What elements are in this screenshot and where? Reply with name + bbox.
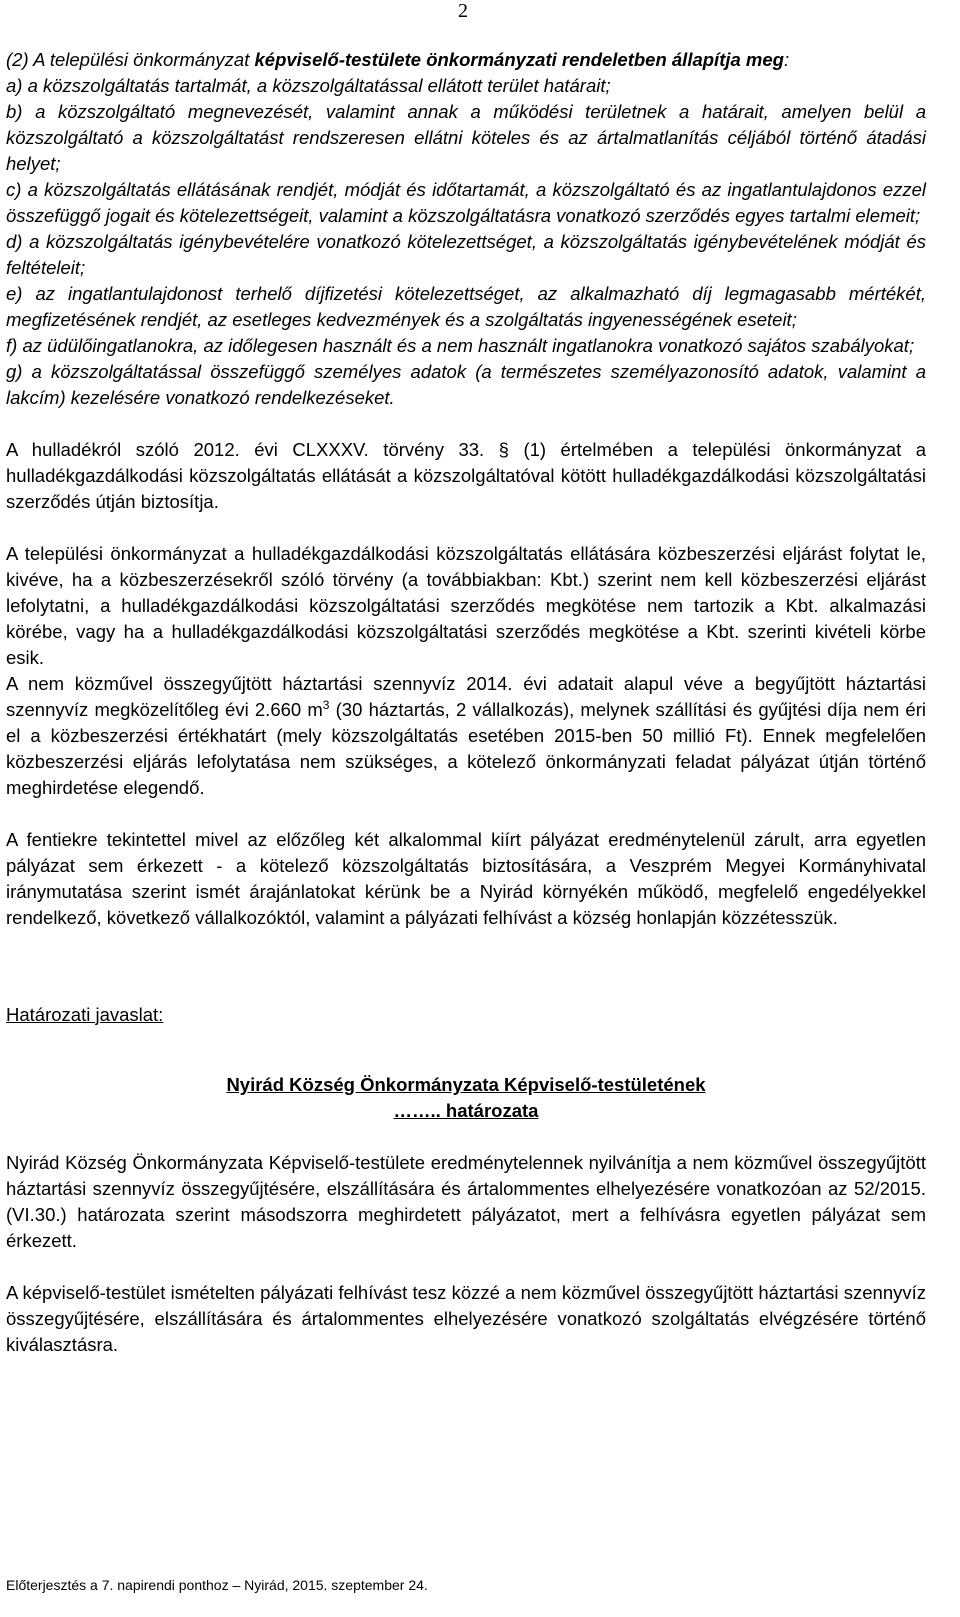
resolution-paragraph-2: A képviselő-testület ismételten pályázati felhívást tesz közzé a nem közművel összegyűjtött háztartási szennyvíz összegyűjtésére, elszállítására és ártalommentes elhelyezésére vonatkozó szolgáltatás elvégzésére történő kiválasztásra. [6,1282,926,1355]
szennyviz-text-post: (30 háztartás, 2 vállalkozás), melynek szállítási és gyűjtési díja nem éri el a közbeszerzési értékhatárt (mely közszolgáltatás esetében 2015-ben 50 millió Ft). Ennek megfelelően közbeszerzési eljárás lefolytatása nem szükséges, a kötelező önkormányzati feladat pályázat útján történő meghirdetése elegendő. [6,699,926,798]
intro-text: (2) A települési önkormányzat [6,49,255,70]
section-2-intro [6,47,926,73]
superscript-3: 3 [322,697,330,712]
paragraph-kozbeszerzes: A települési önkormányzat a hulladékgazdálkodási közszolgáltatás ellátására közbeszerzési eljárást folytat le, kivéve, ha a közbeszerzésekről szóló törvény (a továbbiakban: Kbt.) szerint nem kell közbeszerzési eljárást lefolytatni, a hulladékgazdálkodási közszolgáltatási szerződés megkötése nem tartozik a Kbt. alkalmazási körébe, vagy ha a hulladékgazdálkodási közszolgáltatási szerződés megkötése a Kbt. szerinti kivételi körbe esik. [6,543,926,668]
proposal-label: Határozati javaslat: [6,1003,164,1025]
list-item-e: e) az ingatlantulajdonost terhelő díjfizetési kötelezettséget, az alkalmazható díj legmagasabb mértékét, megfizetésének rendjét, az esetleges kedvezmények és a szolgáltatás ingyenességének eseteit; [6,283,926,330]
footer-text: Előterjesztés a 7. napirendi ponthoz – Nyirád, 2015. szeptember 24. [6,1577,428,1593]
list-item-c: c) a közszolgáltatás ellátásának rendjét, módját és időtartamát, a közszolgáltató és az ingatlantulajdonos ezzel összefüggő jogait és kötelezettségeit, valamint a közszolgáltatásra vonatkozó szerződés egyes tartalmi elemeit; [6,179,926,226]
paragraph-szennyviz [6,671,926,801]
list-item-g: g) a közszolgáltatással összefüggő személyes adatok (a természetes személyazonosító adatok, valamint a lakcím) kezelésére vonatkozó rendelkezéseket. [6,361,926,408]
intro-bold-text: képviselő-testülete önkormányzati rendeletben állapítja meg [254,49,784,70]
resolution-number: …….. határozata [393,1100,539,1121]
intro-colon: : [783,49,790,70]
list-item-a: a) a közszolgáltatás tartalmát, a közszolgáltatással ellátott terület határait; [6,75,611,96]
list-item-d: d) a közszolgáltatás igénybevételére vonatkozó kötelezettséget, a közszolgáltatás igénybevételének módját és feltételeit; [6,231,926,278]
page-number: 2 [458,0,468,22]
paragraph-fentiekre: A fentiekre tekintettel mivel az előzőleg két alkalommal kiírt pályázat eredménytelenül zárult, arra egyetlen pályázat sem érkezett - a kötelező közszolgáltatás biztosítására, a Veszprém Megyei Kormányhivatal iránymutatása szerint ismét árajánlatokat kérünk be a Nyirád környékén működő, megfelelő engedélyekkel rendelkező, következő vállalkozóktól, valamint a pályázati felhívást a község honlapján közzétesszük. [6,829,926,928]
list-item-b: b) a közszolgáltató megnevezését, valamint annak a működési területnek a határait, amelyen belül a közszolgáltató a közszolgáltatást rendszeresen ellátni köteles és az ártalmatlanítás céljából történő átadási helyet; [6,101,926,174]
resolution-title: Nyirád Község Önkormányzata Képviselő-testületének [226,1074,706,1095]
paragraph-hulladek: A hulladékról szóló 2012. évi CLXXXV. törvény 33. § (1) értelmében a települési önkormányzat a hulladékgazdálkodási közszolgáltatás ellátását a közszolgáltatóval kötött hulladékgazdálkodási közszolgáltatási szerződés útján biztosítja. [6,439,926,512]
resolution-paragraph-1: Nyirád Község Önkormányzata Képviselő-testülete eredménytelennek nyilvánítja a nem közművel összegyűjtött háztartási szennyvíz összegyűjtésére, elszállítására és ártalommentes elhelyezésére vonatkozóan az 52/2015. (VI.30.) határozata szerint másodszorra meghirdetett pályázatot, mert a felhívásra egyetlen pályázat sem érkezett. [6,1152,926,1251]
document-body [6,47,926,1358]
szennyviz-text-pre: A nem közművel összegyűjtött háztartási szennyvíz 2014. évi adatait alapul véve a begyűjtött háztartási szennyvíz megközelítőleg évi 2.660 m [6,673,926,720]
list-item-f: f) az üdülőingatlanokra, az időlegesen használt és a nem használt ingatlanokra vonatkozó sajátos szabályokat; [6,335,915,356]
